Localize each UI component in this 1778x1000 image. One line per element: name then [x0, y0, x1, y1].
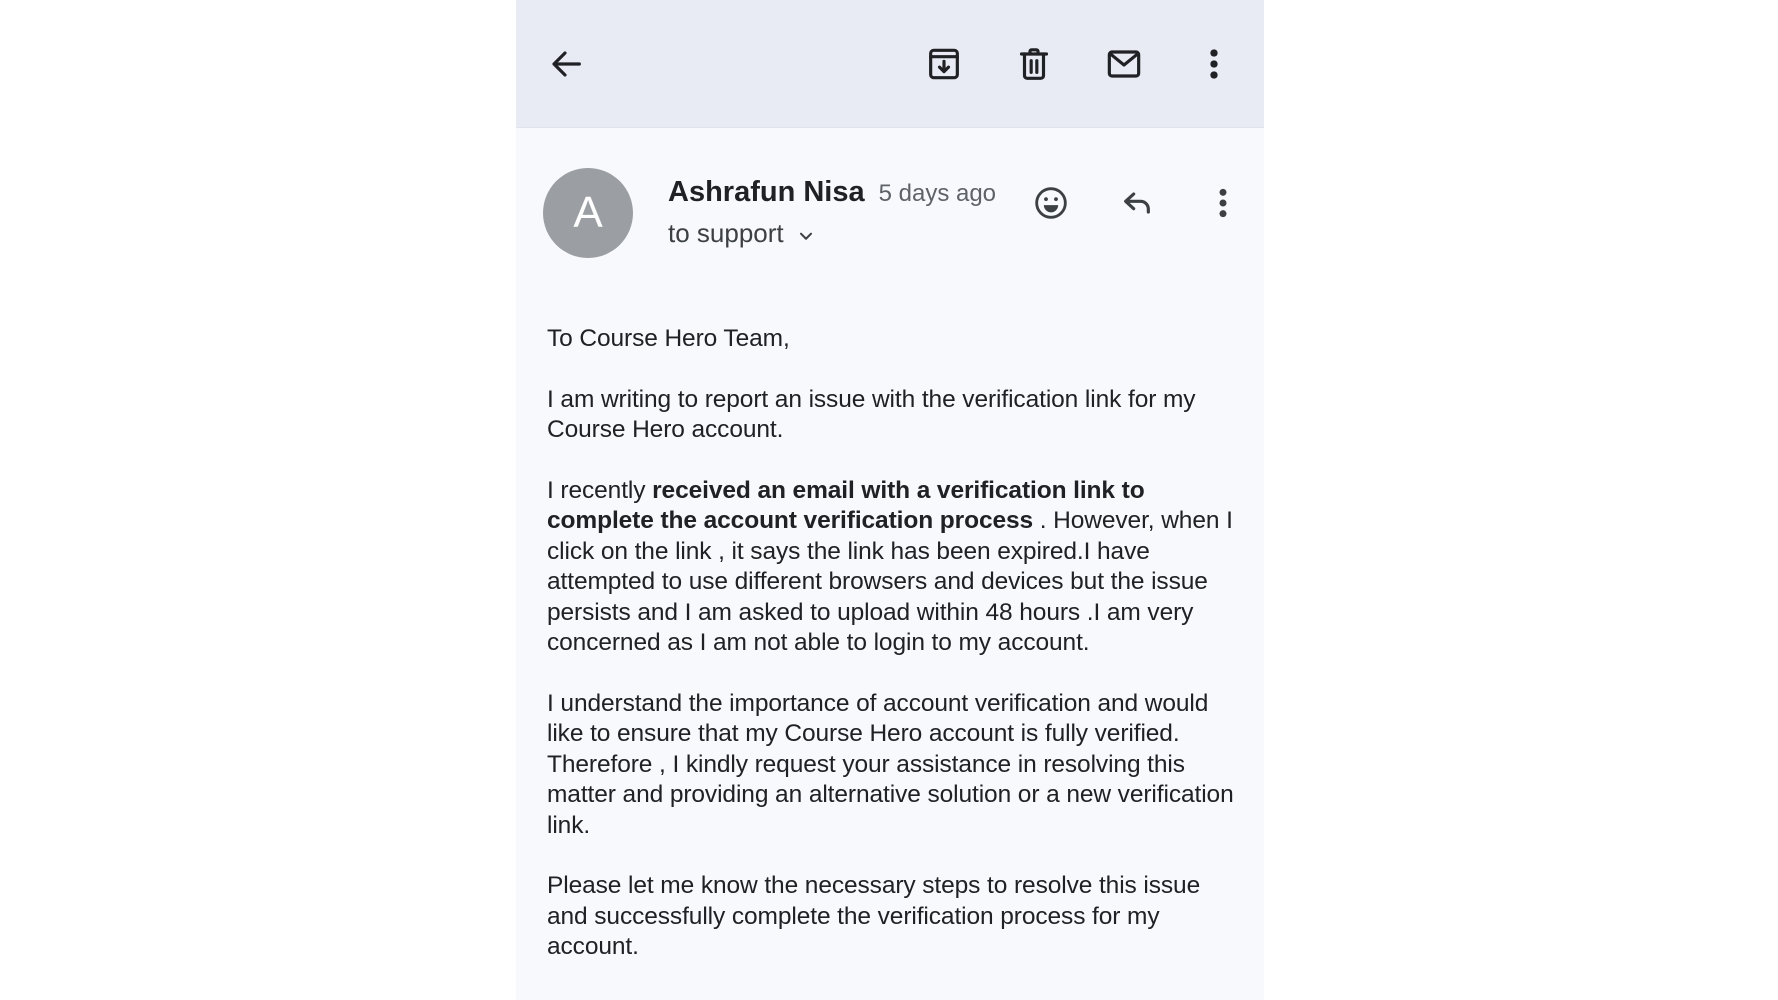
issue-text-rest: . However, when I click on the link , it says the link has been expired.I have attempted to use different browsers and devices but the issue persists and I am asked to upload within 48 hours .I am very concerned as I am not able to login to my account.	[547, 507, 1233, 656]
sender-avatar[interactable]: A	[543, 168, 633, 258]
more-vert-icon	[1203, 183, 1243, 223]
emoji-reaction-button[interactable]	[1028, 180, 1074, 226]
message-more-options-button[interactable]	[1200, 180, 1246, 226]
toolbar	[516, 0, 1264, 128]
email-view	[516, 0, 1264, 1000]
delete-button[interactable]	[1010, 40, 1058, 88]
sender-name: Ashrafun Nisa	[668, 176, 865, 208]
archive-icon	[924, 44, 964, 84]
email-paragraph-intro: I am writing to report an issue with the verification link for my Course Hero account.	[547, 385, 1196, 443]
archive-button[interactable]	[920, 40, 968, 88]
issue-text-prefix: I recently	[547, 476, 653, 504]
recipient-dropdown[interactable]	[668, 218, 996, 249]
sender-block	[668, 168, 996, 258]
envelope-icon	[1104, 44, 1144, 84]
email-paragraph-request: I understand the importance of account verification and would like to ensure that my Course Hero account is fully verified. Therefore , I kindly request your assistance in resolving this matter and providing an alternative solution or a new verification link.	[547, 689, 1234, 839]
smiley-icon	[1031, 183, 1071, 223]
message-actions	[1028, 180, 1246, 226]
toolbar-actions	[920, 40, 1238, 88]
trash-icon	[1014, 44, 1054, 84]
email-body	[547, 324, 1235, 963]
more-options-button[interactable]	[1190, 40, 1238, 88]
issue-text-bold: received an email with a verification link to complete the account verification process	[547, 476, 1145, 534]
mail-button[interactable]	[1100, 40, 1148, 88]
message-header	[543, 168, 1237, 258]
reply-arrow-icon	[1117, 183, 1157, 223]
email-greeting: To Course Hero Team,	[547, 325, 790, 352]
email-paragraph-closing: Please let me know the necessary steps to resolve this issue and successfully complete the verification process for my account.	[547, 872, 1201, 960]
chevron-down-icon	[784, 221, 817, 247]
back-button[interactable]	[542, 40, 590, 88]
back-arrow-icon	[546, 44, 586, 84]
recipient-label: to support	[668, 218, 784, 248]
message-timestamp: 5 days ago	[878, 180, 997, 207]
email-paragraph-issue	[547, 476, 1235, 659]
more-vert-icon	[1194, 44, 1234, 84]
reply-button[interactable]	[1114, 180, 1160, 226]
